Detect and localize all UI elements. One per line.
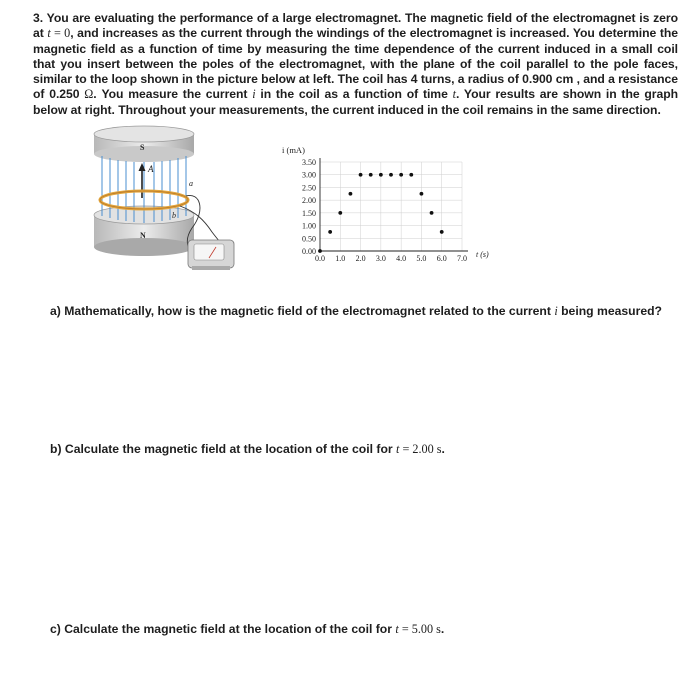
area-vector [139,163,155,198]
problem-text-1: You are evaluating the performance of a large electromagnet. The magnetic field of the electromagnet is zero at [33,11,678,41]
var-i: i [252,87,256,102]
question-c-suffix: . [440,622,445,636]
x-tick-label: 0.0 [315,254,325,263]
x-tick-label: 2.0 [355,254,366,263]
question-c-var: t [395,622,399,636]
question-c-text: c) Calculate the magnetic field at the location of the coil for [50,622,392,636]
x-tick-label: 5.0 [416,254,427,263]
question-c-value: = 5.00 s [398,622,441,636]
y-tick-label: 2.00 [302,196,316,206]
pole-n-label: N [140,231,146,240]
x-tick-label: 6.0 [436,254,447,263]
data-point [379,173,383,177]
pole-s-label: S [140,143,145,152]
y-tick-label: 1.50 [302,208,316,218]
x-tick-labels [315,254,467,263]
question-b [50,442,680,457]
electromagnet-figure [88,120,258,280]
area-label: A [148,164,154,174]
x-tick-label: 1.0 [335,254,346,263]
problem-text-5: . Your results are shown in the graph below at right. Throughout your measurements, the current induced in the coil remains in the same direction. [33,87,678,117]
x-tick-label: 3.0 [375,254,386,263]
label-b: b [172,211,176,220]
data-point [359,173,363,177]
data-point [409,173,413,177]
y-tick-label: 1.00 [302,221,316,231]
eq-t-zero: = 0 [50,26,71,41]
y-tick-label: 0.50 [302,234,316,244]
question-a-var: i [554,304,558,318]
data-point [420,192,424,196]
x-tick-label: 4.0 [396,254,407,263]
data-point [318,249,322,253]
question-a [50,304,680,319]
data-point [328,230,332,234]
current-vs-time-chart [282,140,520,275]
problem-statement [33,11,678,118]
x-tick-label: 7.0 [457,254,467,263]
ammeter-icon [188,240,234,270]
question-a-text: a) Mathematically, how is the magnetic field of the electromagnet related to the current [50,304,551,318]
question-b-var: t [396,442,400,456]
var-t: t [47,26,51,41]
question-b-suffix: . [441,442,445,456]
label-a: a [189,179,193,188]
ohm-symbol: Ω [84,87,94,102]
data-point [338,211,342,215]
y-tick-label: 2.50 [302,183,316,193]
data-point [440,230,444,234]
data-point [349,192,353,196]
y-tick-label: 0.00 [302,247,316,256]
question-c [50,622,680,637]
data-point [430,211,434,215]
data-point [369,173,373,177]
problem-text-4: in the coil as a function of time [260,87,448,102]
chart-axes [320,158,468,251]
y-tick-label: 3.50 [302,158,316,167]
y-tick-label: 3.00 [302,170,316,180]
data-point [389,173,393,177]
problem-text-3: . You measure the current [93,87,248,102]
question-a-suffix: being measured? [561,304,663,318]
question-b-value: = 2.00 s [399,442,442,456]
y-tick-labels [302,158,316,256]
var-t-2: t [452,87,456,102]
data-point [399,173,403,177]
problem-number: 3. [33,11,44,25]
question-b-text: b) Calculate the magnetic field at the location of the coil for [50,442,393,456]
problem-text-2: , and increases as the current through the windings of the electromagnet is increased. You determine the magnetic field as a function of time by measuring the time dependence of the current induced in a small coil that you insert between the poles of the electromagnet, with the plane of the coil parallel to the pole faces, similar to the loop shown in the picture below at left. The coil has 4 turns, a radius of 0.900 cm , and a resistance of 0.250 [33,26,679,102]
x-axis-label: t (s) [476,250,489,259]
y-axis-label: i (mA) [282,145,305,155]
